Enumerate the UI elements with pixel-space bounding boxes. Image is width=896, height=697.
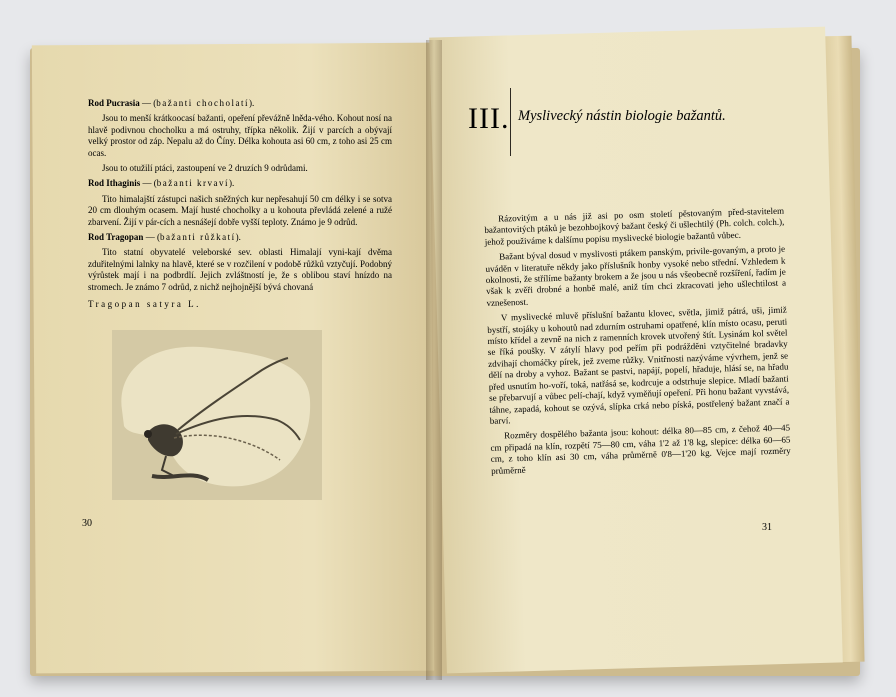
book-gutter bbox=[426, 40, 442, 680]
genus-common-name: bažanti chocholatí bbox=[156, 98, 249, 108]
genus-tail: ). bbox=[229, 178, 235, 189]
left-page-text bbox=[88, 98, 392, 315]
genus-name: Rod Tragopan bbox=[88, 232, 144, 243]
paragraph: Rázovitým a u nás již asi po osm století pěstovaným před-stavitelem bažantovitých ptáků je bezohbojkový bažant český či ušlechtilý (Ph. colch. colch.), jehož použiváme k dalšímu popisu myslivecké biologie bažantů vůbec. bbox=[484, 205, 785, 247]
paragraph: Bažant býval dosud v myslivosti ptákem panským, privile-govaným, a proto je uváděn v literatuře někdy jako příslušník honby vysoké nebo střední. Vzhledem k okolnosti, že střílíme bažanty brokem a že jsou u nás všeobecně rozšíření, řadím je však k zvěři drobné a honbě malé, aniž tím chci zkracovati jeho ušlechtilost a vznešenost. bbox=[485, 243, 787, 308]
page-number-right: 31 bbox=[762, 522, 772, 533]
pheasant-illustration bbox=[112, 330, 322, 500]
genus-separator: — ( bbox=[139, 98, 157, 108]
genus-separator: — ( bbox=[143, 232, 160, 243]
right-page-text bbox=[484, 206, 791, 481]
genus-heading bbox=[88, 232, 392, 243]
pheasant-icon bbox=[112, 330, 322, 500]
genus-tail: ). bbox=[248, 98, 255, 108]
genus-heading bbox=[88, 98, 392, 109]
paragraph: Tito himalajští zástupci našich sněžných kur nepřesahují 50 cm délky i se sotva 20 cm dlouhým ocasem. Mají husté chocholky a u kohouta převládá zelené a ružé zbarvení. Žijí v pár-cích a nesnášejí dobře vyšší teploty. Známo je 9 odrůd. bbox=[88, 193, 392, 227]
genus-tail: ). bbox=[235, 232, 241, 243]
chapter-number: III. bbox=[468, 102, 510, 135]
chapter-divider bbox=[510, 88, 511, 156]
paragraph: Jsou to otužilí ptáci, zastoupení ve 2 druzích 9 odrůdami. bbox=[102, 163, 308, 174]
genus-separator: — ( bbox=[140, 178, 157, 189]
paragraph: V myslivecké mluvě příslušní bažantu klovec, světla, jimiž pátrá, uši, jimiž bystří, stojáky u kohoutů nad zdurním ostruhami opatřené, klín místo ocasu, peruti místo křídel a zevně na nich z ramenních krovek utvořený štít. Lysinám kol světel se říká poušky. V zátylí hlavy pod peřím při podrážděni vztyčitelné bradavky zdvihají chomáčky pírek, jež zveme růžky. Vnitřnosti nazýváme vývrhem, jenž se dělí na droby a vyhoz. Bažant se pastvi, napájí, popelí, hřaduje, hlásí se, na hřadu před usnutím ho-voří, toká, natřásá se, kodrcuje a odstrhuje slepice. Mladí bažanti se přebarvují a vůbec pelí-chají, když vyměňují opeření. Při honu bažant vyvstává, táhne, zapadá, kohout se ozývá, slípka crká nebo píská, postřelený bažant značí a barví. bbox=[487, 304, 790, 426]
genus-name: Rod Pucrasia bbox=[88, 98, 140, 108]
paragraph: Tito statní obyvatelé veleborské sev. oblasti Himalají vyni-kají dvěma zduřitelnými lalnky na hlavě, které se v rozčilení v podobě růžků vztyčují. Podobný výrůstek mají i na podbrdlí. Jejich zvláštností je, že s oblibou staví hnízdo na stromech. Je známo 7 odrůd, z nichž nejhojnější bývá chovaná bbox=[88, 247, 392, 292]
paragraph: Jsou to menší krátkoocasí bažanti, opeření převážně lněda-vého. Kohout nosí na hlavě podivnou chocholku a má ostruhy, třípka několik. Žijí v parcích a obývají velký prostor od záp. Nepalu až do Číny. Délka kohouta asi 60 cm, z toho asi 25 cm ocas. bbox=[88, 113, 392, 158]
page-number-left: 30 bbox=[82, 518, 92, 529]
genus-common-name: bažanti krvaví bbox=[156, 178, 230, 189]
genus-name: Rod Ithaginis bbox=[88, 178, 141, 189]
genus-heading bbox=[88, 178, 392, 189]
chapter-heading bbox=[468, 96, 798, 156]
paragraph: Rozměry dospělého bažanta jsou: kohout: délka 80—85 cm, z čehož 40—45 cm připadá na klín, rozpětí 75—80 cm, váha 1'2 až 1'8 kg, slepice: délka 60—65 cm, z toho klín asi 30 cm, váha průměrně 0'8—1'20 kg. Vejce mají rozměry průměrně bbox=[490, 422, 791, 476]
genus-common-name: bažanti růžkatí bbox=[159, 232, 236, 243]
species-caption: Tragopan satyra L. bbox=[88, 299, 201, 310]
chapter-title: Myslivecký nástin biologie bažantů. bbox=[518, 108, 726, 124]
